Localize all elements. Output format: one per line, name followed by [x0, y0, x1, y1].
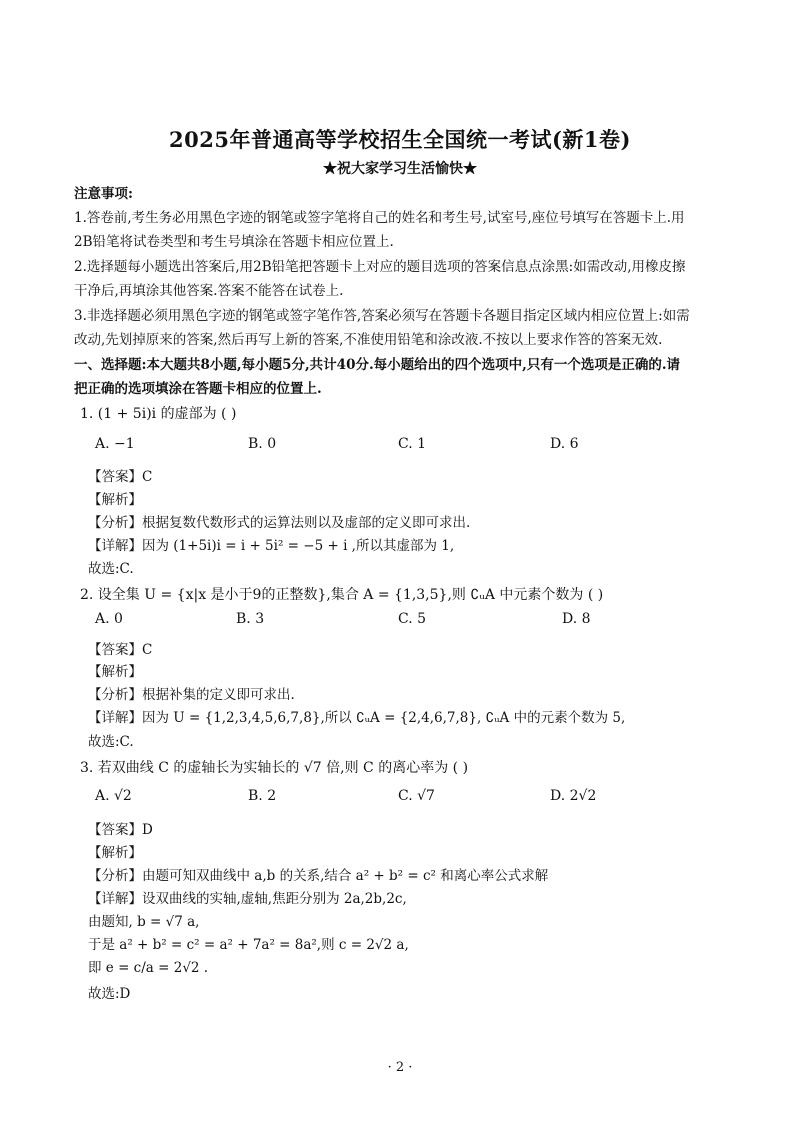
- question-stem: 3. 若双曲线 C 的虚轴长为实轴长的 √7 倍,则 C 的离心率为 ( ): [80, 760, 469, 776]
- answer-label: 【答案】D: [88, 822, 153, 838]
- notice-line: 2B铅笔将试卷类型和考生号填涂在答题卡相应位置上.: [74, 234, 394, 250]
- option-c: C. 5: [398, 611, 427, 627]
- notice-line: 1.答卷前,考生务必用黑色字迹的钢笔或签字笔将自己的姓名和考生号,试室号,座位号填写在答题卡上.用: [74, 210, 685, 226]
- notice-line: 2.选择题每小题选出答案后,用2B铅笔把答题卡上对应的题目选项的答案信息点涂黑:如需改动,用橡皮擦: [74, 259, 686, 275]
- option-d: D. 6: [550, 436, 579, 452]
- analysis-step: 【详解】因为 U = {1,2,3,4,5,6,7,8},所以 ∁ᵤA = {2,4,6,7,8}, ∁ᵤA 中的元素个数为 5,: [88, 710, 626, 726]
- option-c: C. 1: [398, 436, 427, 452]
- analysis-step: 故选:D: [88, 986, 131, 1002]
- notice-line: 改动,先划掉原来的答案,然后再写上新的答案,不准使用铅笔和涂改液.不按以上要求作答的答案无效.: [74, 332, 663, 348]
- option-d: D. 8: [562, 611, 591, 627]
- page-subtitle: ★祝大家学习生活愉快★: [323, 161, 477, 177]
- notice-line: 3.非选择题必须用黑色字迹的钢笔或签字笔作答,答案必须写在答题卡各题目指定区域内相应位置上:如需: [74, 308, 690, 324]
- analysis-step: 即 e = c/a = 2√2 .: [88, 960, 209, 976]
- section-heading: 把正确的选项填涂在答题卡相应的位置上.: [74, 381, 322, 397]
- question-stem: 2. 设全集 U = {x|x 是小于9的正整数},集合 A = {1,3,5},则 ∁ᵤA 中元素个数为 ( ): [80, 587, 604, 603]
- notice-heading: 注意事项:: [74, 186, 133, 202]
- analysis-label: 【解析】: [88, 492, 142, 508]
- page-title: 2025年普通高等学校招生全国统一考试(新1卷): [169, 127, 631, 152]
- option-a: A. −1: [95, 436, 135, 452]
- option-a: A. √2: [95, 788, 132, 804]
- analysis-step: 故选:C.: [88, 734, 134, 750]
- analysis-step: 由题知, b = √7 a,: [88, 914, 200, 930]
- analysis-step: 【详解】因为 (1+5i)i = i + 5i² = −5 + i ,所以其虚部为 1,: [88, 538, 455, 554]
- question-stem: 1. (1 + 5i)i 的虚部为 ( ): [80, 406, 237, 422]
- analysis-step: 【分析】根据复数代数形式的运算法则以及虚部的定义即可求出.: [88, 515, 471, 531]
- answer-label: 【答案】C: [88, 642, 153, 658]
- analysis-label: 【解析】: [88, 664, 142, 680]
- notice-line: 干净后,再填涂其他答案.答案不能答在试卷上.: [74, 283, 344, 299]
- analysis-step: 【分析】根据补集的定义即可求出.: [88, 687, 295, 703]
- option-d: D. 2√2: [550, 788, 597, 804]
- analysis-step: 【详解】设双曲线的实轴,虚轴,焦距分别为 2a,2b,2c,: [88, 891, 407, 907]
- page-number: · 2 ·: [387, 1060, 413, 1075]
- answer-label: 【答案】C: [88, 469, 153, 485]
- option-b: B. 2: [248, 788, 277, 804]
- option-c: C. √7: [398, 788, 435, 804]
- analysis-step: 故选:C.: [88, 561, 134, 577]
- analysis-label: 【解析】: [88, 845, 142, 861]
- analysis-step: 于是 a² + b² = c² = a² + 7a² = 8a²,则 c = 2√2 a,: [88, 937, 409, 953]
- option-b: B. 0: [248, 436, 277, 452]
- option-a: A. 0: [95, 611, 123, 627]
- analysis-step: 【分析】由题可知双曲线中 a,b 的关系,结合 a² + b² = c² 和离心率公式求解: [88, 868, 549, 884]
- section-heading: 一、选择题:本大题共8小题,每小题5分,共计40分.每小题给出的四个选项中,只有一个选项是正确的.请: [74, 357, 681, 373]
- option-b: B. 3: [236, 611, 265, 627]
